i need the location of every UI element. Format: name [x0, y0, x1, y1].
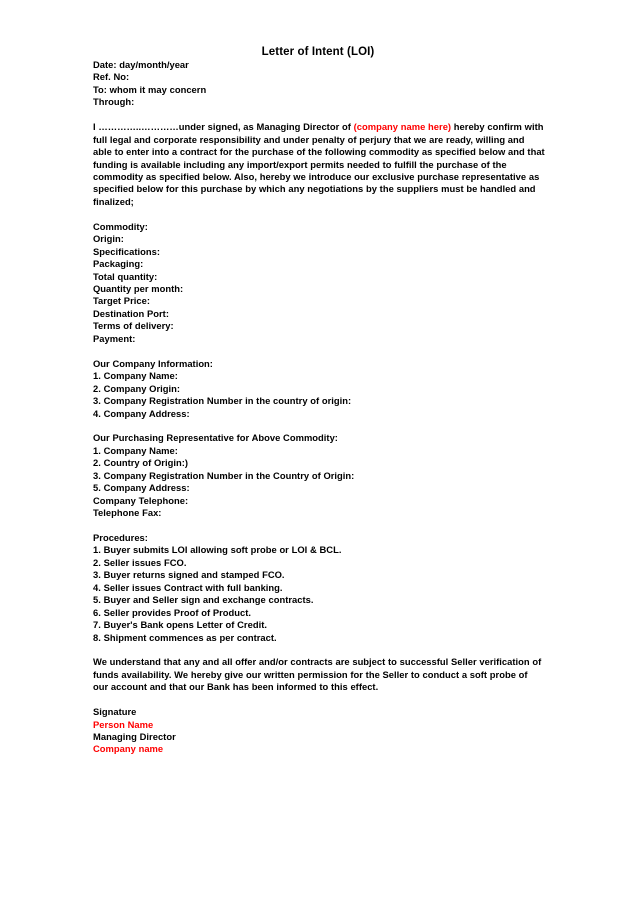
signature-role: Managing Director [93, 731, 176, 743]
commodity-field: Total quantity: [93, 270, 158, 282]
procedure-item: 1. Buyer submits LOI allowing soft probe or LOI & BCL. [93, 544, 342, 556]
spacer [93, 345, 545, 357]
commodity-fields-block [93, 221, 545, 346]
commodity-field: Destination Port: [93, 307, 169, 319]
commodity-field: Payment: [93, 332, 136, 344]
page-title: Letter of Intent (LOI) [261, 46, 375, 58]
procedure-item: 4. Seller issues Contract with full banking. [93, 581, 283, 593]
commodity-field: Terms of delivery: [93, 320, 174, 332]
company-information-heading: Our Company Information: [93, 357, 213, 369]
signature-company-name: Company name [93, 743, 164, 755]
commodity-field: Quantity per month: [93, 283, 184, 295]
purchasing-representative-item: 5. Company Address: [93, 482, 190, 494]
commodity-field: Specifications: [93, 245, 160, 257]
header-through: Through: [93, 96, 135, 108]
company-information-item: 1. Company Name: [93, 370, 178, 382]
intro-rest: hereby confirm with full legal and corporate responsibility and under penalty of perjury that we are ready, willing and able to enter into a contract for the purchase of the following commodity as specified below and that funding is available including any import/export permits needed to fulfill the purchase of the commodity as specified below. Also, hereby we introduce our exclusive purchase representative as specified below for this purchase by which any negotiations by the suppliers must be handled and finalized; [93, 121, 545, 207]
purchasing-representative-item: 1. Company Name: [93, 444, 178, 456]
purchasing-representative-item: Company Telephone: [93, 494, 189, 506]
spacer [93, 694, 545, 706]
purchasing-representative-item: Telephone Fax: [93, 507, 162, 519]
signature-person-name: Person Name [93, 718, 154, 730]
header-recipient: To: whom it may concern [93, 83, 207, 95]
company-information-block [93, 358, 545, 420]
signature-block [93, 706, 545, 756]
procedures-block [93, 532, 545, 644]
commodity-field: Packaging: [93, 258, 144, 270]
company-information-item: 2. Company Origin: [93, 382, 181, 394]
procedure-item: 8. Shipment commences as per contract. [93, 631, 277, 643]
spacer [93, 644, 545, 656]
header-date: Date: day/month/year [93, 59, 189, 70]
procedure-item: 5. Buyer and Seller sign and exchange contracts. [93, 594, 314, 606]
purchasing-representative-item: 3. Company Registration Number in the Country of Origin: [93, 469, 355, 481]
commodity-field: Origin: [93, 233, 124, 245]
procedure-item: 2. Seller issues FCO. [93, 556, 187, 568]
document-body [93, 59, 545, 756]
spacer [93, 208, 545, 220]
letter-header-block [93, 59, 545, 109]
procedures-heading: Procedures: [93, 531, 148, 543]
company-name-placeholder: (company name here) [353, 121, 452, 133]
company-information-item: 4. Company Address: [93, 407, 190, 419]
procedure-item: 7. Buyer's Bank opens Letter of Credit. [93, 619, 267, 631]
company-information-item: 3. Company Registration Number in the country of origin: [93, 395, 352, 407]
spacer [93, 420, 545, 432]
purchasing-representative-item: 2. Country of Origin:) [93, 457, 189, 469]
intro-paragraph [93, 121, 545, 208]
purchasing-representative-heading: Our Purchasing Representative for Above Commodity: [93, 432, 338, 444]
purchasing-representative-block [93, 432, 545, 519]
procedure-item: 6. Seller provides Proof of Product. [93, 606, 252, 618]
intro-lead: I …………..…………under signed, as Managing Director of [93, 121, 354, 133]
spacer [93, 520, 545, 532]
header-ref-no: Ref. No: [93, 71, 130, 83]
procedure-item: 3. Buyer returns signed and stamped FCO. [93, 569, 285, 581]
commodity-field: Target Price: [93, 295, 150, 307]
signature-label: Signature [93, 706, 137, 718]
spacer [93, 109, 545, 121]
commodity-field: Commodity: [93, 220, 148, 232]
closing-paragraph: We understand that any and all offer and/or contracts are subject to successful Seller verification of funds availability. We hereby give our written permission for the Seller to conduct a soft probe of our account and that our Bank has been informed to this effect. [93, 656, 542, 693]
